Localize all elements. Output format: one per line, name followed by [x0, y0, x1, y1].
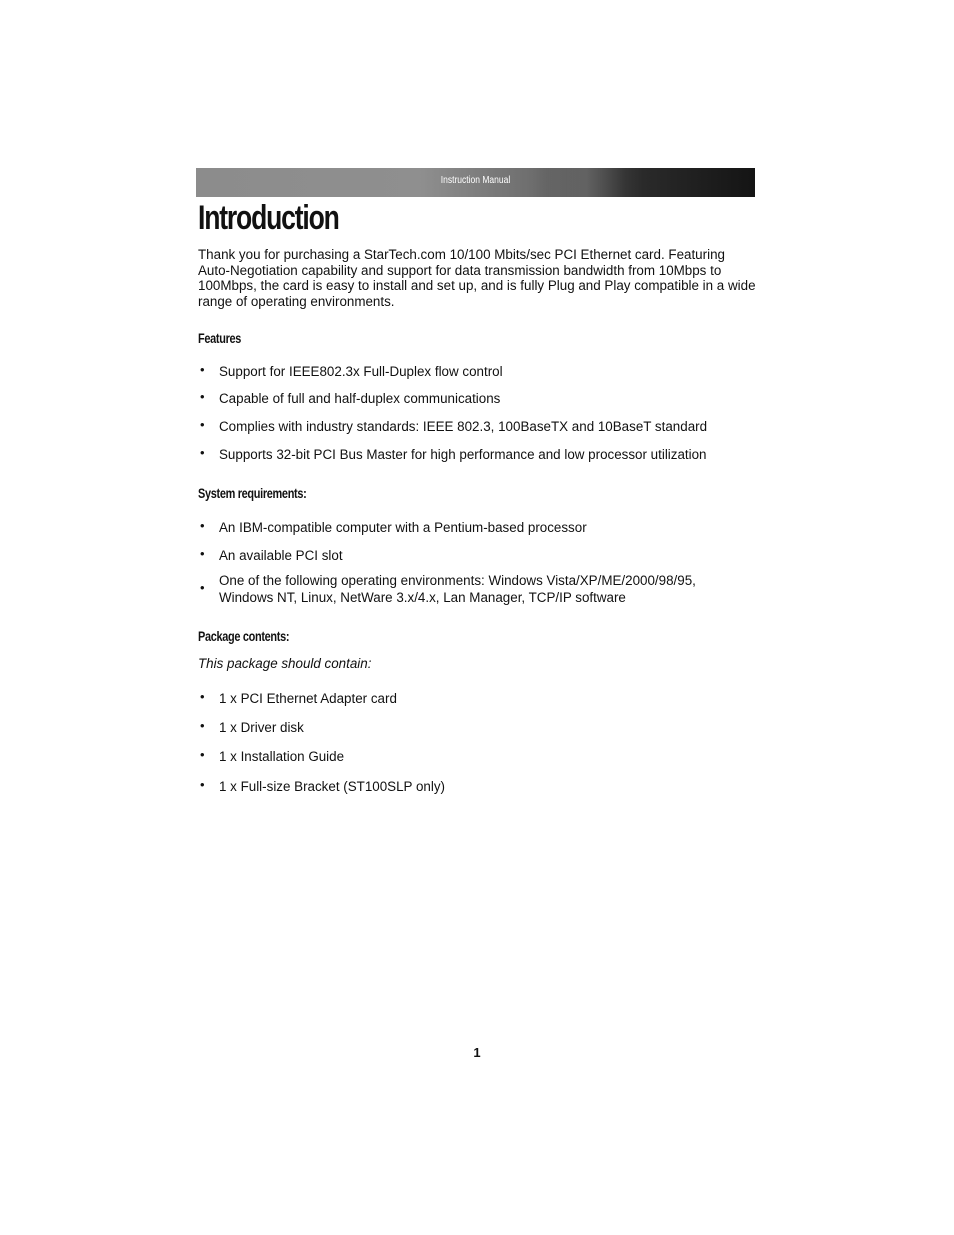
- bullet-icon: •: [200, 389, 205, 404]
- bullet-icon: •: [200, 718, 205, 733]
- features-heading: Features: [198, 330, 242, 346]
- bullet-icon: •: [200, 362, 205, 377]
- list-item-text: One of the following operating environments: Windows Vista/XP/ME/2000/98/95, Windows NT, Linux, NetWare 3.x/4.x, Lan Manager, TCP/IP software: [219, 573, 696, 605]
- bullet-icon: •: [200, 417, 205, 432]
- bullet-icon: •: [200, 689, 205, 704]
- bullet-icon: •: [200, 445, 205, 460]
- list-item-text: Support for IEEE802.3x Full-Duplex flow control: [219, 364, 503, 379]
- list-item-text: Supports 32-bit PCI Bus Master for high performance and low processor utilization: [219, 447, 707, 462]
- list-item-text: 1 x Installation Guide: [219, 749, 345, 764]
- list-item-text: Complies with industry standards: IEEE 802.3, 100BaseTX and 10BaseT standard: [219, 419, 708, 434]
- list-item-text: An available PCI slot: [219, 548, 343, 563]
- header-label: Instruction Manual: [440, 175, 511, 186]
- bullet-icon: •: [200, 580, 205, 595]
- package-contents-heading: Package contents:: [198, 628, 290, 644]
- list-item-text: 1 x PCI Ethernet Adapter card: [219, 691, 397, 706]
- list-item-text: 1 x Driver disk: [219, 720, 304, 735]
- bullet-icon: •: [200, 777, 205, 792]
- list-item-text: An IBM-compatible computer with a Pentium-based processor: [219, 520, 587, 535]
- intro-paragraph: Thank you for purchasing a StarTech.com 10/100 Mbits/sec PCI Ethernet card. Featuring Auto-Negotiation capability and support for data transmission bandwidth from 10Mbps to 100Mbps, the card is easy to install and set up, and is fully Plug and Play compatible in a wide range of operating environments.: [198, 247, 756, 310]
- list-item-text: 1 x Full-size Bracket (ST100SLP only): [219, 779, 445, 794]
- page-number: 1: [473, 1045, 481, 1060]
- bullet-icon: •: [200, 518, 205, 533]
- page-title: Introduction: [198, 199, 339, 237]
- system-requirements-heading: System requirements:: [198, 485, 307, 501]
- manual-header-bar: [196, 168, 755, 197]
- package-note: This package should contain:: [198, 656, 372, 671]
- bullet-icon: •: [200, 546, 205, 561]
- bullet-icon: •: [200, 747, 205, 762]
- list-item-text: Capable of full and half-duplex communications: [219, 391, 501, 406]
